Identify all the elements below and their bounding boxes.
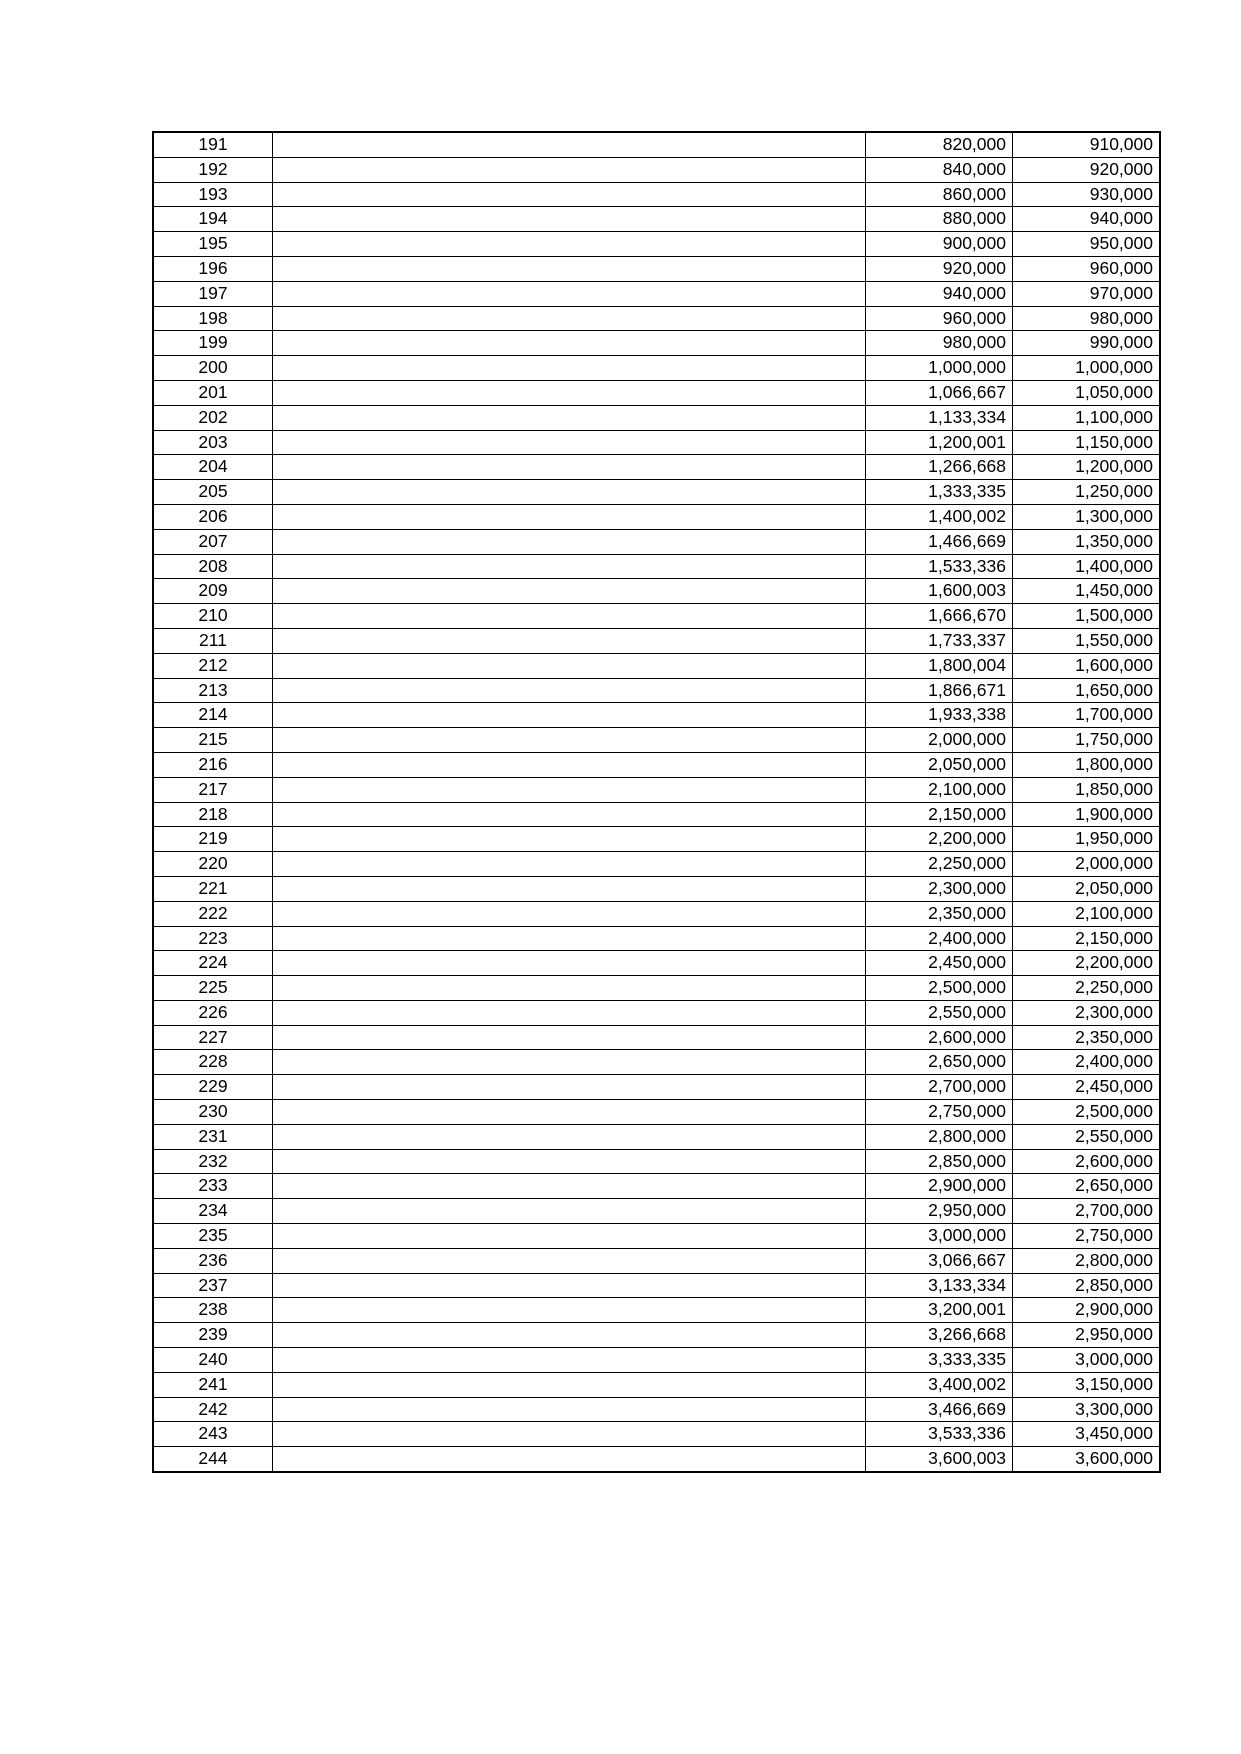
table-row <box>153 1422 1160 1447</box>
cell-index: 193 <box>153 182 273 207</box>
cell-blank <box>273 132 866 157</box>
cell-blank <box>273 604 866 629</box>
cell-value-b: 2,450,000 <box>1013 1075 1161 1100</box>
cell-value-b: 2,950,000 <box>1013 1323 1161 1348</box>
cell-value-a: 940,000 <box>866 281 1013 306</box>
cell-blank <box>273 976 866 1001</box>
cell-value-a: 2,000,000 <box>866 728 1013 753</box>
cell-index: 236 <box>153 1248 273 1273</box>
table-row <box>153 802 1160 827</box>
cell-value-a: 1,866,671 <box>866 678 1013 703</box>
cell-value-a: 3,533,336 <box>866 1422 1013 1447</box>
cell-value-a: 3,133,334 <box>866 1273 1013 1298</box>
table-row <box>153 232 1160 257</box>
table-row <box>153 827 1160 852</box>
cell-value-b: 910,000 <box>1013 132 1161 157</box>
cell-value-b: 3,000,000 <box>1013 1348 1161 1373</box>
table-row <box>153 1075 1160 1100</box>
cell-value-a: 860,000 <box>866 182 1013 207</box>
cell-value-a: 1,933,338 <box>866 703 1013 728</box>
cell-index: 220 <box>153 852 273 877</box>
table-row <box>153 604 1160 629</box>
cell-index: 202 <box>153 405 273 430</box>
cell-value-a: 2,050,000 <box>866 752 1013 777</box>
cell-blank <box>273 827 866 852</box>
cell-value-a: 2,950,000 <box>866 1199 1013 1224</box>
cell-index: 233 <box>153 1174 273 1199</box>
cell-value-a: 980,000 <box>866 331 1013 356</box>
cell-value-b: 2,500,000 <box>1013 1100 1161 1125</box>
cell-blank <box>273 356 866 381</box>
cell-blank <box>273 1348 866 1373</box>
cell-value-b: 1,700,000 <box>1013 703 1161 728</box>
table-row <box>153 1348 1160 1373</box>
cell-blank <box>273 1075 866 1100</box>
table-row <box>153 157 1160 182</box>
cell-value-a: 1,200,001 <box>866 430 1013 455</box>
cell-blank <box>273 1323 866 1348</box>
cell-index: 242 <box>153 1397 273 1422</box>
table-row <box>153 356 1160 381</box>
cell-blank <box>273 852 866 877</box>
cell-blank <box>273 1149 866 1174</box>
cell-value-b: 2,800,000 <box>1013 1248 1161 1273</box>
cell-value-b: 1,350,000 <box>1013 529 1161 554</box>
cell-value-b: 2,150,000 <box>1013 926 1161 951</box>
cell-value-b: 1,850,000 <box>1013 777 1161 802</box>
cell-index: 229 <box>153 1075 273 1100</box>
cell-value-b: 3,300,000 <box>1013 1397 1161 1422</box>
cell-value-a: 3,066,667 <box>866 1248 1013 1273</box>
cell-blank <box>273 678 866 703</box>
cell-blank <box>273 901 866 926</box>
cell-value-a: 2,150,000 <box>866 802 1013 827</box>
cell-value-a: 1,733,337 <box>866 628 1013 653</box>
cell-blank <box>273 1000 866 1025</box>
cell-index: 192 <box>153 157 273 182</box>
cell-blank <box>273 1447 866 1472</box>
cell-value-b: 1,500,000 <box>1013 604 1161 629</box>
cell-value-b: 1,150,000 <box>1013 430 1161 455</box>
cell-blank <box>273 1025 866 1050</box>
cell-blank <box>273 628 866 653</box>
table-row <box>153 703 1160 728</box>
cell-value-a: 3,266,668 <box>866 1323 1013 1348</box>
cell-value-a: 2,300,000 <box>866 876 1013 901</box>
cell-blank <box>273 951 866 976</box>
cell-value-b: 2,900,000 <box>1013 1298 1161 1323</box>
cell-value-a: 3,000,000 <box>866 1224 1013 1249</box>
table-row <box>153 504 1160 529</box>
cell-value-a: 1,266,668 <box>866 455 1013 480</box>
cell-blank <box>273 926 866 951</box>
cell-blank <box>273 331 866 356</box>
table-row <box>153 554 1160 579</box>
cell-value-a: 2,500,000 <box>866 976 1013 1001</box>
cell-value-b: 990,000 <box>1013 331 1161 356</box>
cell-value-b: 2,650,000 <box>1013 1174 1161 1199</box>
cell-index: 197 <box>153 281 273 306</box>
cell-value-b: 1,250,000 <box>1013 480 1161 505</box>
cell-value-a: 2,450,000 <box>866 951 1013 976</box>
cell-value-a: 920,000 <box>866 256 1013 281</box>
rate-table-container <box>152 131 1153 1473</box>
cell-value-a: 2,700,000 <box>866 1075 1013 1100</box>
cell-value-b: 940,000 <box>1013 207 1161 232</box>
cell-index: 191 <box>153 132 273 157</box>
table-row <box>153 306 1160 331</box>
cell-blank <box>273 1224 866 1249</box>
cell-index: 207 <box>153 529 273 554</box>
cell-value-b: 2,250,000 <box>1013 976 1161 1001</box>
table-row <box>153 1050 1160 1075</box>
cell-value-b: 960,000 <box>1013 256 1161 281</box>
cell-blank <box>273 529 866 554</box>
cell-blank <box>273 1298 866 1323</box>
cell-index: 213 <box>153 678 273 703</box>
cell-index: 212 <box>153 653 273 678</box>
table-row <box>153 901 1160 926</box>
cell-index: 195 <box>153 232 273 257</box>
table-row <box>153 628 1160 653</box>
cell-value-b: 1,950,000 <box>1013 827 1161 852</box>
cell-value-a: 1,000,000 <box>866 356 1013 381</box>
cell-blank <box>273 752 866 777</box>
cell-index: 227 <box>153 1025 273 1050</box>
cell-index: 217 <box>153 777 273 802</box>
cell-value-a: 1,800,004 <box>866 653 1013 678</box>
cell-index: 226 <box>153 1000 273 1025</box>
table-row <box>153 926 1160 951</box>
table-row <box>153 1397 1160 1422</box>
table-row <box>153 1124 1160 1149</box>
cell-blank <box>273 876 866 901</box>
cell-value-b: 1,600,000 <box>1013 653 1161 678</box>
cell-blank <box>273 1124 866 1149</box>
cell-index: 210 <box>153 604 273 629</box>
cell-index: 228 <box>153 1050 273 1075</box>
cell-blank <box>273 1174 866 1199</box>
cell-blank <box>273 653 866 678</box>
table-row <box>153 1447 1160 1472</box>
cell-index: 215 <box>153 728 273 753</box>
cell-value-b: 950,000 <box>1013 232 1161 257</box>
cell-value-b: 1,100,000 <box>1013 405 1161 430</box>
table-row <box>153 182 1160 207</box>
table-row <box>153 405 1160 430</box>
cell-value-b: 1,450,000 <box>1013 579 1161 604</box>
cell-blank <box>273 1273 866 1298</box>
cell-value-a: 1,600,003 <box>866 579 1013 604</box>
table-row <box>153 876 1160 901</box>
cell-blank <box>273 504 866 529</box>
cell-blank <box>273 1422 866 1447</box>
cell-index: 231 <box>153 1124 273 1149</box>
cell-blank <box>273 728 866 753</box>
cell-blank <box>273 430 866 455</box>
cell-blank <box>273 182 866 207</box>
cell-value-a: 1,466,669 <box>866 529 1013 554</box>
cell-blank <box>273 207 866 232</box>
cell-index: 237 <box>153 1273 273 1298</box>
cell-index: 232 <box>153 1149 273 1174</box>
cell-index: 205 <box>153 480 273 505</box>
cell-blank <box>273 703 866 728</box>
cell-value-a: 2,250,000 <box>866 852 1013 877</box>
cell-value-b: 2,050,000 <box>1013 876 1161 901</box>
table-row <box>153 852 1160 877</box>
cell-blank <box>273 1397 866 1422</box>
cell-value-a: 3,600,003 <box>866 1447 1013 1472</box>
cell-value-b: 3,450,000 <box>1013 1422 1161 1447</box>
table-row <box>153 579 1160 604</box>
table-row <box>153 1224 1160 1249</box>
cell-value-b: 2,700,000 <box>1013 1199 1161 1224</box>
cell-index: 198 <box>153 306 273 331</box>
table-row <box>153 529 1160 554</box>
cell-value-b: 2,350,000 <box>1013 1025 1161 1050</box>
cell-index: 199 <box>153 331 273 356</box>
cell-blank <box>273 1248 866 1273</box>
cell-value-b: 930,000 <box>1013 182 1161 207</box>
cell-value-b: 1,200,000 <box>1013 455 1161 480</box>
cell-value-a: 1,533,336 <box>866 554 1013 579</box>
table-row <box>153 132 1160 157</box>
cell-value-a: 840,000 <box>866 157 1013 182</box>
cell-value-a: 2,850,000 <box>866 1149 1013 1174</box>
cell-value-a: 2,550,000 <box>866 1000 1013 1025</box>
cell-index: 203 <box>153 430 273 455</box>
cell-index: 224 <box>153 951 273 976</box>
cell-value-a: 1,400,002 <box>866 504 1013 529</box>
cell-value-b: 3,150,000 <box>1013 1372 1161 1397</box>
cell-blank <box>273 232 866 257</box>
table-row <box>153 976 1160 1001</box>
cell-index: 234 <box>153 1199 273 1224</box>
cell-index: 214 <box>153 703 273 728</box>
cell-value-b: 1,550,000 <box>1013 628 1161 653</box>
cell-value-a: 1,066,667 <box>866 380 1013 405</box>
cell-blank <box>273 1100 866 1125</box>
table-row <box>153 1025 1160 1050</box>
table-row <box>153 1149 1160 1174</box>
table-row <box>153 678 1160 703</box>
cell-blank <box>273 405 866 430</box>
cell-value-b: 1,900,000 <box>1013 802 1161 827</box>
cell-index: 200 <box>153 356 273 381</box>
cell-index: 201 <box>153 380 273 405</box>
table-row <box>153 653 1160 678</box>
cell-blank <box>273 380 866 405</box>
cell-value-b: 2,200,000 <box>1013 951 1161 976</box>
cell-blank <box>273 777 866 802</box>
table-row <box>153 1273 1160 1298</box>
cell-value-a: 900,000 <box>866 232 1013 257</box>
cell-value-b: 2,300,000 <box>1013 1000 1161 1025</box>
cell-value-a: 3,400,002 <box>866 1372 1013 1397</box>
cell-value-a: 2,600,000 <box>866 1025 1013 1050</box>
cell-index: 240 <box>153 1348 273 1373</box>
cell-index: 194 <box>153 207 273 232</box>
table-row <box>153 1100 1160 1125</box>
cell-blank <box>273 480 866 505</box>
cell-index: 243 <box>153 1422 273 1447</box>
cell-value-a: 1,133,334 <box>866 405 1013 430</box>
table-row <box>153 728 1160 753</box>
cell-index: 244 <box>153 1447 273 1472</box>
cell-value-a: 2,650,000 <box>866 1050 1013 1075</box>
cell-value-a: 880,000 <box>866 207 1013 232</box>
cell-index: 216 <box>153 752 273 777</box>
table-row <box>153 951 1160 976</box>
cell-index: 230 <box>153 1100 273 1125</box>
cell-value-a: 2,800,000 <box>866 1124 1013 1149</box>
cell-value-a: 960,000 <box>866 306 1013 331</box>
cell-value-b: 1,050,000 <box>1013 380 1161 405</box>
cell-value-b: 2,750,000 <box>1013 1224 1161 1249</box>
cell-value-a: 2,400,000 <box>866 926 1013 951</box>
cell-index: 211 <box>153 628 273 653</box>
table-row <box>153 207 1160 232</box>
cell-value-b: 920,000 <box>1013 157 1161 182</box>
table-row <box>153 1000 1160 1025</box>
cell-blank <box>273 1050 866 1075</box>
table-row <box>153 331 1160 356</box>
cell-value-a: 1,666,670 <box>866 604 1013 629</box>
cell-blank <box>273 554 866 579</box>
cell-value-b: 1,000,000 <box>1013 356 1161 381</box>
cell-value-b: 1,300,000 <box>1013 504 1161 529</box>
table-row <box>153 1323 1160 1348</box>
cell-index: 209 <box>153 579 273 604</box>
cell-index: 218 <box>153 802 273 827</box>
table-row <box>153 752 1160 777</box>
cell-blank <box>273 157 866 182</box>
table-row <box>153 1372 1160 1397</box>
cell-index: 222 <box>153 901 273 926</box>
cell-value-b: 980,000 <box>1013 306 1161 331</box>
cell-index: 241 <box>153 1372 273 1397</box>
cell-value-b: 1,800,000 <box>1013 752 1161 777</box>
cell-index: 219 <box>153 827 273 852</box>
cell-index: 204 <box>153 455 273 480</box>
cell-value-b: 1,750,000 <box>1013 728 1161 753</box>
cell-index: 235 <box>153 1224 273 1249</box>
cell-blank <box>273 455 866 480</box>
cell-blank <box>273 802 866 827</box>
table-row <box>153 1174 1160 1199</box>
table-row <box>153 1199 1160 1224</box>
cell-index: 238 <box>153 1298 273 1323</box>
table-row <box>153 281 1160 306</box>
cell-value-a: 820,000 <box>866 132 1013 157</box>
cell-blank <box>273 1372 866 1397</box>
cell-index: 206 <box>153 504 273 529</box>
rate-table <box>152 131 1161 1473</box>
cell-index: 239 <box>153 1323 273 1348</box>
cell-value-a: 1,333,335 <box>866 480 1013 505</box>
cell-value-a: 2,350,000 <box>866 901 1013 926</box>
table-row <box>153 1298 1160 1323</box>
cell-blank <box>273 306 866 331</box>
cell-value-b: 970,000 <box>1013 281 1161 306</box>
table-row <box>153 380 1160 405</box>
cell-value-a: 3,200,001 <box>866 1298 1013 1323</box>
cell-value-a: 2,100,000 <box>866 777 1013 802</box>
cell-value-b: 3,600,000 <box>1013 1447 1161 1472</box>
cell-value-b: 2,400,000 <box>1013 1050 1161 1075</box>
table-row <box>153 256 1160 281</box>
cell-blank <box>273 281 866 306</box>
cell-value-b: 2,600,000 <box>1013 1149 1161 1174</box>
table-row <box>153 430 1160 455</box>
rate-table-body <box>153 132 1160 1472</box>
cell-blank <box>273 579 866 604</box>
cell-value-b: 2,850,000 <box>1013 1273 1161 1298</box>
cell-blank <box>273 1199 866 1224</box>
cell-blank <box>273 256 866 281</box>
cell-index: 196 <box>153 256 273 281</box>
cell-value-a: 2,200,000 <box>866 827 1013 852</box>
cell-index: 225 <box>153 976 273 1001</box>
table-row <box>153 455 1160 480</box>
cell-value-b: 2,100,000 <box>1013 901 1161 926</box>
cell-value-a: 3,333,335 <box>866 1348 1013 1373</box>
cell-index: 223 <box>153 926 273 951</box>
cell-value-b: 2,550,000 <box>1013 1124 1161 1149</box>
cell-value-a: 3,466,669 <box>866 1397 1013 1422</box>
table-row <box>153 1248 1160 1273</box>
table-row <box>153 777 1160 802</box>
cell-value-b: 1,400,000 <box>1013 554 1161 579</box>
cell-value-a: 2,750,000 <box>866 1100 1013 1125</box>
cell-value-b: 2,000,000 <box>1013 852 1161 877</box>
cell-value-a: 2,900,000 <box>866 1174 1013 1199</box>
table-row <box>153 480 1160 505</box>
cell-value-b: 1,650,000 <box>1013 678 1161 703</box>
cell-index: 208 <box>153 554 273 579</box>
cell-index: 221 <box>153 876 273 901</box>
